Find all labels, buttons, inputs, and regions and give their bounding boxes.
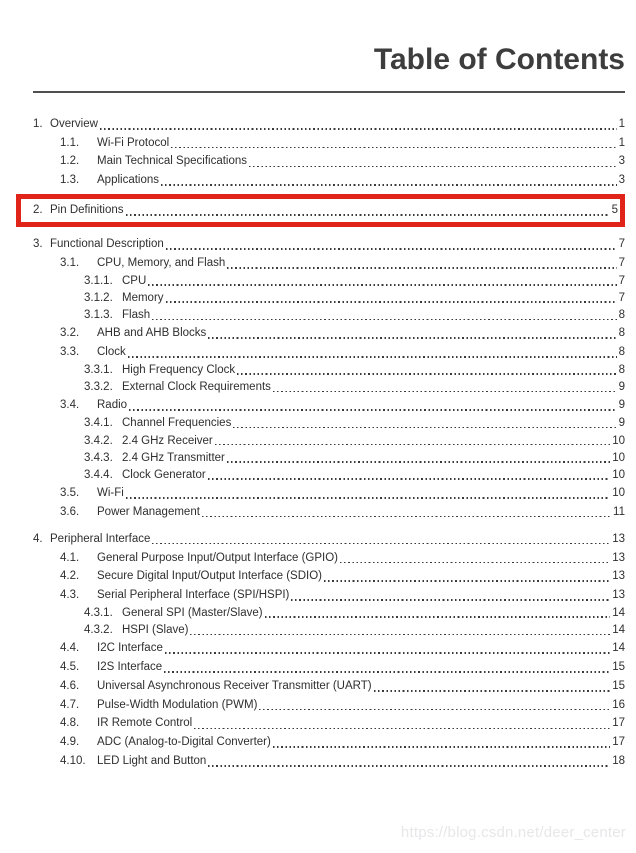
toc-entry-number: 4.7. — [60, 698, 80, 711]
toc-entry-page: 10 — [612, 486, 625, 499]
toc-entry[interactable] — [33, 433, 625, 450]
toc-entry-label: Clock — [97, 346, 126, 359]
toc-entry-page: 10 — [612, 468, 625, 481]
toc-entry[interactable] — [33, 362, 625, 379]
toc-entry-page: 9 — [618, 381, 625, 394]
toc-entry-page: 14 — [612, 607, 625, 620]
toc-entry-number: 3.6. — [60, 505, 80, 518]
dot-leader — [265, 616, 611, 618]
toc-entry-page: 11 — [613, 505, 625, 518]
toc-entry-number: 3.3. — [60, 346, 80, 359]
toc-entry-page: 8 — [618, 309, 625, 322]
toc-entry-number: 3.5. — [60, 486, 80, 499]
toc-entry[interactable] — [33, 115, 625, 134]
dot-leader — [374, 690, 611, 692]
toc-entry[interactable] — [33, 640, 625, 659]
toc-entry-number: 3.4.3. — [84, 451, 113, 464]
dot-leader — [208, 765, 610, 767]
toc-entry-label: I2S Interface — [97, 661, 163, 674]
toc-entry-label: ADC (Analog-to-Digital Converter) — [97, 736, 271, 749]
toc-entry-page: 13 — [612, 551, 625, 564]
watermark: https://blog.csdn.net/deer_center — [400, 824, 626, 841]
dot-leader — [128, 356, 617, 358]
toc-entry[interactable] — [33, 467, 625, 484]
toc-entry-page: 10 — [612, 434, 625, 447]
toc-entry-number: 3.1.1. — [84, 275, 113, 288]
dot-leader — [166, 248, 617, 250]
dot-leader — [215, 444, 610, 446]
toc-entry-label: High Frequency Clock — [122, 364, 236, 377]
toc-entry-number: 3.3.1. — [84, 364, 113, 377]
toc-entry-page: 8 — [618, 346, 625, 359]
dot-leader — [208, 337, 616, 339]
toc-entry-page: 13 — [612, 532, 625, 545]
toc-entry-page: 13 — [612, 570, 625, 583]
dot-leader — [208, 478, 610, 480]
dot-leader — [227, 267, 616, 269]
toc-entry[interactable] — [33, 677, 625, 696]
toc-entry-label: Memory — [122, 292, 164, 305]
toc-entry-page: 7 — [618, 275, 625, 288]
dot-leader — [129, 409, 617, 411]
toc-entry-number: 3.2. — [60, 327, 80, 340]
dot-leader — [194, 728, 610, 730]
toc-list — [0, 115, 636, 771]
toc-entry-label: 2.4 GHz Transmitter — [122, 451, 225, 464]
toc-entry-label: General Purpose Input/Output Interface (GPIO) — [97, 551, 338, 564]
toc-entry-page: 9 — [618, 399, 625, 412]
toc-entry-number: 4.10. — [60, 755, 86, 768]
toc-entry[interactable] — [33, 254, 625, 273]
toc-entry[interactable] — [33, 134, 625, 153]
toc-entry[interactable] — [33, 715, 625, 734]
toc-entry-number: 3.4. — [60, 399, 80, 412]
toc-entry[interactable] — [33, 290, 625, 307]
toc-entry-page: 3 — [618, 155, 625, 168]
toc-entry-number: 4.9. — [60, 736, 80, 749]
toc-entry[interactable] — [33, 325, 625, 344]
toc-entry-number: 4.3.2. — [84, 624, 113, 637]
toc-entry[interactable] — [33, 549, 625, 568]
toc-entry-page: 17 — [612, 736, 625, 749]
toc-entry-label: Functional Description — [50, 238, 164, 251]
dot-leader — [152, 543, 610, 545]
toc-entry-label: Radio — [97, 399, 128, 412]
toc-entry-page: 1 — [618, 136, 625, 149]
toc-entry[interactable] — [33, 658, 625, 677]
dot-leader — [165, 652, 610, 654]
toc-entry-page: 1 — [618, 117, 625, 130]
toc-entry-number: 3.4.2. — [84, 434, 113, 447]
title-rule — [33, 91, 625, 93]
dot-leader — [190, 634, 610, 636]
toc-entry[interactable] — [33, 380, 625, 397]
toc-entry-number: 4. — [33, 532, 43, 545]
dot-leader — [152, 319, 616, 321]
toc-entry[interactable] — [33, 397, 625, 416]
dot-leader — [233, 427, 616, 429]
toc-entry-label: Power Management — [97, 505, 200, 518]
toc-entry-label: IR Remote Control — [97, 717, 193, 730]
toc-entry-label: Clock Generator — [122, 468, 206, 481]
toc-entry-number: 3.1.2. — [84, 292, 113, 305]
dot-leader — [166, 301, 617, 303]
toc-entry[interactable] — [33, 696, 625, 715]
toc-entry-page: 18 — [612, 755, 625, 768]
toc-entry-page: 13 — [612, 589, 625, 602]
toc-entry-number: 4.1. — [60, 551, 80, 564]
toc-entry-page: 8 — [618, 327, 625, 340]
toc-entry[interactable] — [33, 484, 625, 503]
toc-entry-number: 2. — [33, 204, 43, 217]
toc-entry-number: 3.1.3. — [84, 309, 113, 322]
toc-entry-page: 17 — [612, 717, 625, 730]
dot-leader — [126, 497, 610, 499]
dot-leader — [324, 580, 610, 582]
toc-entry-label: CPU — [122, 275, 147, 288]
toc-entry-number: 4.3. — [60, 589, 80, 602]
toc-entry[interactable] — [33, 235, 625, 254]
toc-entry-page: 7 — [618, 292, 625, 305]
toc-entry[interactable] — [33, 450, 625, 467]
dot-leader — [202, 516, 611, 518]
toc-entry-page: 3 — [618, 174, 625, 187]
toc-entry[interactable] — [33, 568, 625, 587]
toc-entry-number: 1.2. — [60, 155, 80, 168]
toc-entry-label: Pin Definitions — [50, 204, 124, 217]
dot-leader — [259, 709, 610, 711]
toc-entry-number: 3.4.1. — [84, 417, 113, 430]
toc-entry-page: 15 — [612, 679, 625, 692]
toc-entry-label: Main Technical Specifications — [97, 155, 248, 168]
page-title: Table of Contents — [373, 43, 625, 76]
toc-entry-number: 4.4. — [60, 642, 80, 655]
toc-entry-label: Channel Frequencies — [122, 417, 232, 430]
toc-entry-label: HSPI (Slave) — [122, 624, 189, 637]
toc-entry-number: 4.5. — [60, 661, 80, 674]
toc-entry-page: 15 — [612, 661, 625, 674]
toc-entry-page: 8 — [618, 364, 625, 377]
toc-entry-label: General SPI (Master/Slave) — [122, 607, 263, 620]
toc-entry-page: 14 — [612, 624, 625, 637]
toc-entry[interactable] — [33, 503, 625, 522]
toc-entry-number: 4.8. — [60, 717, 80, 730]
toc-entry-number: 4.6. — [60, 679, 80, 692]
toc-entry[interactable] — [33, 273, 625, 290]
toc-entry-label: AHB and AHB Blocks — [97, 327, 207, 340]
toc-entry[interactable] — [33, 734, 625, 753]
toc-entry[interactable] — [33, 344, 625, 363]
toc-entry[interactable] — [33, 752, 625, 771]
toc-entry-page: 7 — [618, 238, 625, 251]
toc-entry-number: 3.1. — [60, 257, 80, 270]
toc-entry[interactable] — [33, 308, 625, 325]
toc-entry-number: 3.3.2. — [84, 381, 113, 394]
dot-leader — [237, 373, 616, 375]
dot-leader — [249, 166, 617, 168]
highlight-box — [16, 194, 625, 227]
dot-leader — [227, 461, 610, 463]
toc-entry-number: 1. — [33, 117, 43, 130]
toc-entry-label: Wi-Fi — [97, 486, 124, 499]
toc-entry-number: 4.3.1. — [84, 607, 113, 620]
toc-entry[interactable] — [33, 605, 625, 622]
toc-entry-number: 4.2. — [60, 570, 80, 583]
toc-entry-label: I2C Interface — [97, 642, 163, 655]
toc-entry[interactable] — [33, 586, 625, 605]
toc-entry-label: Overview — [50, 117, 98, 130]
dot-leader — [164, 671, 610, 673]
toc-entry[interactable] — [33, 416, 625, 433]
toc-entry-label: Secure Digital Input/Output Interface (SDIO) — [97, 570, 322, 583]
toc-entry[interactable] — [33, 622, 625, 639]
toc-entry-label: External Clock Requirements — [122, 381, 271, 394]
toc-entry-number: 3. — [33, 238, 43, 251]
dot-leader — [273, 391, 617, 393]
toc-entry-label: Pulse-Width Modulation (PWM) — [97, 698, 258, 711]
toc-entry[interactable] — [33, 201, 618, 220]
dot-leader — [148, 284, 616, 286]
toc-entry[interactable] — [33, 530, 625, 549]
toc-entry-label: Universal Asynchronous Receiver Transmitter (UART) — [97, 679, 372, 692]
toc-entry-label: Wi-Fi Protocol — [97, 136, 170, 149]
toc-entry-number: 1.1. — [60, 136, 80, 149]
toc-entry-label: Serial Peripheral Interface (SPI/HSPI) — [97, 589, 290, 602]
toc-entry-number: 3.4.4. — [84, 468, 113, 481]
toc-entry-page: 5 — [611, 204, 618, 217]
toc-entry-page: 14 — [612, 642, 625, 655]
toc-entry-label: Peripheral Interface — [50, 532, 151, 545]
toc-entry-label: Flash — [122, 309, 151, 322]
dot-leader — [161, 184, 617, 186]
toc-entry-label: LED Light and Button — [97, 755, 207, 768]
toc-entry[interactable] — [33, 172, 625, 191]
toc-entry-label: CPU, Memory, and Flash — [97, 257, 226, 270]
dot-leader — [273, 746, 610, 748]
dot-leader — [100, 128, 617, 130]
dot-leader — [291, 599, 610, 601]
toc-entry-label: 2.4 GHz Receiver — [122, 434, 213, 447]
toc-entry-page: 9 — [618, 417, 625, 430]
dot-leader — [126, 214, 610, 216]
dot-leader — [340, 562, 610, 564]
toc-entry-label: Applications — [97, 174, 160, 187]
toc-entry-page: 7 — [618, 257, 625, 270]
toc-entry-page: 10 — [612, 451, 625, 464]
dot-leader — [171, 147, 616, 149]
toc-entry-number: 1.3. — [60, 174, 80, 187]
toc-entry[interactable] — [33, 153, 625, 172]
toc-entry-page: 16 — [612, 698, 625, 711]
